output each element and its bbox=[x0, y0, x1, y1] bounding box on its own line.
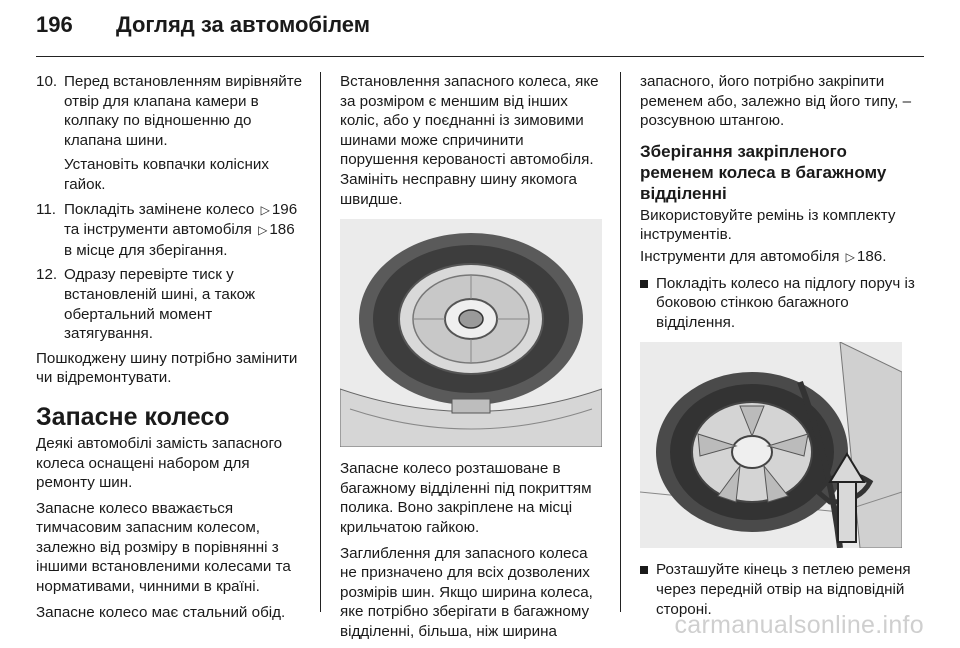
page-number: 196 bbox=[36, 12, 73, 37]
page-reference-link[interactable]: 186 в місце для зберігання. bbox=[64, 221, 295, 259]
column-divider bbox=[320, 72, 321, 612]
list-item-11 bbox=[36, 200, 302, 261]
page-reference-link[interactable]: 186. bbox=[856, 247, 887, 265]
paragraph: Запасне колесо розташоване в багажному відділенні під покриттям полика. Воно закріплене на місці крильчатою гайкою. bbox=[340, 460, 592, 536]
site-watermark: carmanualsonline.info bbox=[674, 611, 924, 639]
bullet-item bbox=[640, 274, 924, 333]
text-segment: Покладіть замінене колесо bbox=[64, 200, 255, 218]
spare-wheel-illustration bbox=[340, 219, 602, 447]
bullet-text: Покладіть колесо на підлогу поруч із боковою стінкою багажного відділення. bbox=[656, 274, 915, 331]
list-text: Установіть ковпачки колісних гайок. bbox=[64, 156, 269, 193]
page-reference-icon: ▷ bbox=[260, 202, 270, 217]
paragraph: Заглиблення для запасного колеса не призначено для всіх дозволених розмірів шин. Якщо ширина колеса, яке потрібно зберігати в багажному відділенні, більша, ніж ширина bbox=[340, 544, 593, 640]
column-divider bbox=[620, 72, 621, 612]
list-item-12 bbox=[36, 265, 302, 343]
paragraph: Запасне колесо вважається тимчасовим запасним колесом, залежно від розміру в порівнянні з іншими встановленими колесами та нормативами, чинними в країні. bbox=[36, 499, 291, 596]
paragraph: Пошкоджену шину потрібно замінити чи відремонтувати. bbox=[36, 349, 298, 387]
page-reference-icon: ▷ bbox=[845, 249, 855, 264]
header-rule bbox=[36, 56, 924, 57]
list-item-10 bbox=[36, 72, 302, 195]
page-reference-icon: ▷ bbox=[258, 223, 268, 238]
text-segment: Інструменти для автомобіля bbox=[640, 247, 840, 265]
list-number: 11. bbox=[36, 200, 56, 218]
section-heading: Запасне колесо bbox=[36, 402, 230, 431]
spare-wheel-figure bbox=[340, 219, 602, 447]
column-3 bbox=[640, 72, 924, 625]
bullet-square-icon bbox=[640, 280, 648, 288]
list-number: 10. bbox=[36, 73, 58, 90]
paragraph: Встановлення запасного колеса, яке за розміром є меншим від інших коліс, або у поєднанні із зимовими шинами може спричинити порушення керованості автомобіля. Замініть несправну шину якомога швидше. bbox=[340, 73, 599, 208]
list-text: Перед встановленням вирівняйте отвір для клапана камери в колпаку по відношенню до клапана шини. bbox=[64, 73, 303, 149]
bullet-text: Розташуйте кінець з петлею ременя через передній отвір на відповідній стороні. bbox=[656, 561, 911, 618]
bullet-square-icon bbox=[640, 566, 648, 574]
list-number: 12. bbox=[36, 266, 58, 284]
list-text: Одразу перевірте тиск у встановленій шині, а також обертальний момент затягування. bbox=[64, 266, 256, 343]
paragraph: Використовуйте ремінь із комплекту інструментів. bbox=[640, 206, 896, 244]
column-2 bbox=[340, 72, 604, 648]
paragraph bbox=[640, 247, 924, 268]
list-text bbox=[64, 200, 302, 261]
paragraph: Запасне колесо має стальний обід. bbox=[36, 603, 286, 621]
page-title: Догляд за автомобілем bbox=[116, 12, 371, 37]
strapped-wheel-illustration bbox=[640, 342, 902, 548]
section-heading: Зберігання закріпленого ременем колеса в багажному відділенні bbox=[640, 141, 887, 203]
page-reference-link[interactable]: 196 та інструменти автомобіля bbox=[64, 200, 298, 239]
paragraph: запасного, його потрібно закріпити ременем або, залежно від його типу, – розсувною штангою. bbox=[640, 73, 912, 130]
strapped-wheel-figure bbox=[640, 342, 902, 548]
paragraph: Деякі автомобілі замість запасного колеса оснащені набором для ремонту шин. bbox=[36, 434, 283, 492]
column-1 bbox=[36, 72, 302, 628]
page-header bbox=[36, 0, 924, 58]
